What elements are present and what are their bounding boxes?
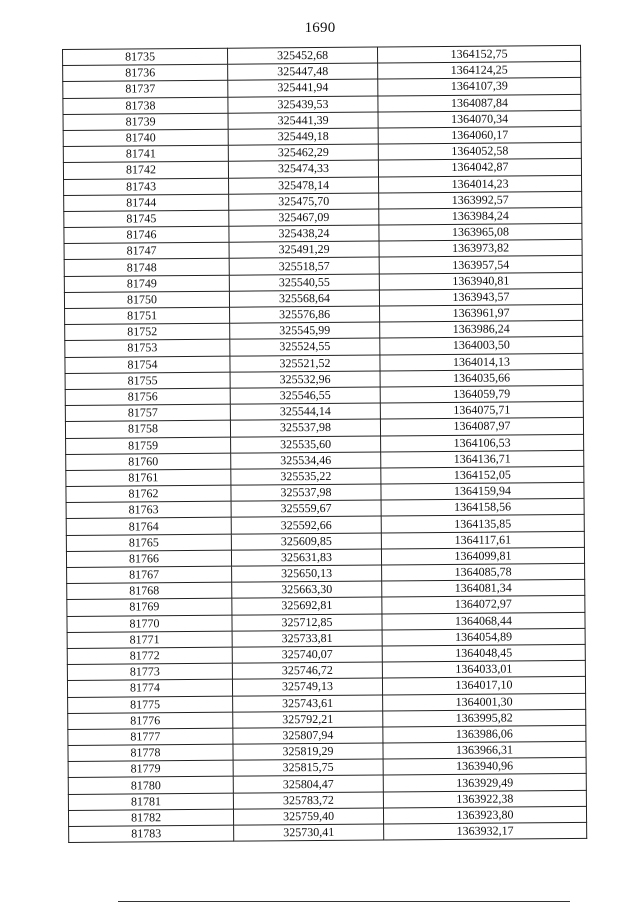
- point-id-cell: 81763: [66, 501, 231, 518]
- point-id-cell: 81748: [64, 259, 229, 276]
- y-coordinate-cell: 1364017,10: [382, 677, 585, 695]
- y-coordinate-cell: 1363957,54: [379, 256, 582, 274]
- y-coordinate-cell: 1363973,82: [379, 240, 582, 258]
- x-coordinate-cell: 325474,33: [228, 160, 378, 177]
- point-id-cell: 81776: [68, 712, 233, 729]
- y-coordinate-cell: 1364070,34: [378, 110, 581, 128]
- y-coordinate-cell: 1363986,06: [383, 725, 586, 743]
- y-coordinate-cell: 1364060,17: [378, 126, 581, 144]
- point-id-cell: 81738: [63, 97, 228, 114]
- y-coordinate-cell: 1363992,57: [379, 191, 582, 209]
- x-coordinate-cell: 325467,09: [229, 209, 379, 226]
- x-coordinate-cell: 325749,13: [232, 678, 382, 695]
- y-coordinate-cell: 1364099,81: [381, 547, 584, 565]
- y-coordinate-cell: 1364035,66: [380, 369, 583, 387]
- point-id-cell: 81761: [66, 469, 231, 486]
- y-coordinate-cell: 1364087,84: [378, 94, 581, 112]
- y-coordinate-cell: 1363932,17: [384, 822, 587, 840]
- point-id-cell: 81760: [66, 453, 231, 470]
- x-coordinate-cell: 325609,85: [231, 533, 381, 550]
- x-coordinate-cell: 325441,94: [228, 79, 378, 96]
- point-id-cell: 81768: [67, 582, 232, 599]
- y-coordinate-cell: 1364075,71: [380, 402, 583, 420]
- y-coordinate-cell: 1364014,23: [379, 175, 582, 193]
- point-id-cell: 81758: [65, 421, 230, 438]
- y-coordinate-cell: 1363995,82: [383, 709, 586, 727]
- point-id-cell: 81735: [63, 48, 228, 65]
- point-id-cell: 81774: [67, 679, 232, 696]
- x-coordinate-cell: 325759,40: [233, 808, 383, 825]
- y-coordinate-cell: 1364052,58: [378, 143, 581, 161]
- x-coordinate-cell: 325545,99: [230, 322, 380, 339]
- point-id-cell: 81751: [65, 307, 230, 324]
- coordinates-table: [62, 45, 587, 843]
- point-id-cell: 81747: [64, 242, 229, 259]
- page-number: 1690: [304, 20, 336, 36]
- point-id-cell: 81771: [67, 631, 232, 648]
- y-coordinate-cell: 1363940,96: [383, 758, 586, 776]
- y-coordinate-cell: 1364072,97: [382, 596, 585, 614]
- y-coordinate-cell: 1364003,50: [380, 337, 583, 355]
- point-id-cell: 81770: [67, 615, 232, 632]
- point-id-cell: 81743: [64, 178, 229, 195]
- y-coordinate-cell: 1364135,85: [381, 515, 584, 533]
- y-coordinate-cell: 1364106,53: [381, 434, 584, 452]
- x-coordinate-cell: 325663,30: [232, 581, 382, 598]
- y-coordinate-cell: 1363940,81: [379, 272, 582, 290]
- y-coordinate-cell: 1364159,94: [381, 482, 584, 500]
- y-coordinate-cell: 1364124,25: [378, 62, 581, 80]
- x-coordinate-cell: 325546,55: [230, 387, 380, 404]
- x-coordinate-cell: 325462,29: [228, 144, 378, 161]
- x-coordinate-cell: 325743,61: [233, 695, 383, 712]
- point-id-cell: 81778: [68, 744, 233, 761]
- point-id-cell: 81777: [68, 728, 233, 745]
- point-id-cell: 81739: [63, 113, 228, 130]
- x-coordinate-cell: 325807,94: [233, 727, 383, 744]
- y-coordinate-cell: 1364001,30: [383, 693, 586, 711]
- x-coordinate-cell: 325592,66: [231, 516, 381, 533]
- y-coordinate-cell: 1363965,08: [379, 223, 582, 241]
- point-id-cell: 81759: [66, 437, 231, 454]
- y-coordinate-cell: 1363961,97: [380, 304, 583, 322]
- y-coordinate-cell: 1364042,87: [378, 159, 581, 177]
- x-coordinate-cell: 325438,24: [229, 225, 379, 242]
- point-id-cell: 81766: [66, 550, 231, 567]
- x-coordinate-cell: 325692,81: [232, 597, 382, 614]
- point-id-cell: 81775: [68, 696, 233, 713]
- table-row: [69, 822, 587, 842]
- x-coordinate-cell: 325804,47: [233, 775, 383, 792]
- y-coordinate-cell: 1363929,49: [383, 774, 586, 792]
- point-id-cell: 81749: [64, 275, 229, 292]
- x-coordinate-cell: 325540,55: [229, 274, 379, 291]
- y-coordinate-cell: 1363986,24: [380, 321, 583, 339]
- x-coordinate-cell: 325452,68: [227, 47, 377, 64]
- y-coordinate-cell: 1363943,57: [379, 288, 582, 306]
- point-id-cell: 81781: [68, 793, 233, 810]
- x-coordinate-cell: 325568,64: [229, 290, 379, 307]
- y-coordinate-cell: 1363984,24: [379, 207, 582, 225]
- x-coordinate-cell: 325650,13: [232, 565, 382, 582]
- y-coordinate-cell: 1364054,89: [382, 628, 585, 646]
- point-id-cell: 81782: [68, 809, 233, 826]
- point-id-cell: 81740: [63, 129, 228, 146]
- x-coordinate-cell: 325491,29: [229, 241, 379, 258]
- point-id-cell: 81757: [65, 404, 230, 421]
- point-id-cell: 81780: [68, 777, 233, 794]
- y-coordinate-cell: 1364136,71: [381, 450, 584, 468]
- y-coordinate-cell: 1364152,75: [377, 45, 580, 63]
- x-coordinate-cell: 325819,29: [233, 743, 383, 760]
- y-coordinate-cell: 1363922,38: [383, 790, 586, 808]
- x-coordinate-cell: 325733,81: [232, 630, 382, 647]
- point-id-cell: 81764: [66, 518, 231, 535]
- x-coordinate-cell: 325447,48: [228, 63, 378, 80]
- x-coordinate-cell: 325792,21: [233, 711, 383, 728]
- y-coordinate-cell: 1364081,34: [382, 580, 585, 598]
- x-coordinate-cell: 325746,72: [232, 662, 382, 679]
- x-coordinate-cell: 325730,41: [234, 824, 384, 841]
- x-coordinate-cell: 325518,57: [229, 257, 379, 274]
- point-id-cell: 81745: [64, 210, 229, 227]
- x-coordinate-cell: 325559,67: [231, 500, 381, 517]
- y-coordinate-cell: 1364033,01: [382, 661, 585, 679]
- coordinates-table-body: [63, 45, 587, 842]
- x-coordinate-cell: 325537,98: [230, 419, 380, 436]
- x-coordinate-cell: 325439,53: [228, 96, 378, 113]
- point-id-cell: 81755: [65, 372, 230, 389]
- point-id-cell: 81746: [64, 226, 229, 243]
- x-coordinate-cell: 325544,14: [230, 403, 380, 420]
- x-coordinate-cell: 325475,70: [229, 193, 379, 210]
- x-coordinate-cell: 325441,39: [228, 112, 378, 129]
- point-id-cell: 81752: [65, 323, 230, 340]
- y-coordinate-cell: 1364048,45: [382, 644, 585, 662]
- point-id-cell: 81762: [66, 485, 231, 502]
- x-coordinate-cell: 325524,55: [230, 338, 380, 355]
- x-coordinate-cell: 325537,98: [231, 484, 381, 501]
- point-id-cell: 81742: [63, 162, 228, 179]
- x-coordinate-cell: 325740,07: [232, 646, 382, 663]
- x-coordinate-cell: 325535,60: [231, 436, 381, 453]
- x-coordinate-cell: 325576,86: [230, 306, 380, 323]
- point-id-cell: 81754: [65, 356, 230, 373]
- y-coordinate-cell: 1364117,61: [381, 531, 584, 549]
- y-coordinate-cell: 1363966,31: [383, 741, 586, 759]
- y-coordinate-cell: 1364158,56: [381, 499, 584, 517]
- x-coordinate-cell: 325449,18: [228, 128, 378, 145]
- y-coordinate-cell: 1364014,13: [380, 353, 583, 371]
- y-coordinate-cell: 1363923,80: [383, 806, 586, 824]
- x-coordinate-cell: 325478,14: [229, 177, 379, 194]
- point-id-cell: 81773: [67, 663, 232, 680]
- point-id-cell: 81753: [65, 340, 230, 357]
- x-coordinate-cell: 325631,83: [231, 549, 381, 566]
- point-id-cell: 81769: [67, 599, 232, 616]
- y-coordinate-cell: 1364059,79: [380, 385, 583, 403]
- x-coordinate-cell: 325521,52: [230, 355, 380, 372]
- point-id-cell: 81741: [63, 145, 228, 162]
- point-id-cell: 81765: [66, 534, 231, 551]
- y-coordinate-cell: 1364107,39: [378, 78, 581, 96]
- x-coordinate-cell: 325534,46: [231, 452, 381, 469]
- point-id-cell: 81744: [64, 194, 229, 211]
- point-id-cell: 81756: [65, 388, 230, 405]
- point-id-cell: 81779: [68, 760, 233, 777]
- y-coordinate-cell: 1364087,97: [380, 418, 583, 436]
- point-id-cell: 81736: [63, 64, 228, 81]
- x-coordinate-cell: 325532,96: [230, 371, 380, 388]
- y-coordinate-cell: 1364085,78: [382, 563, 585, 581]
- point-id-cell: 81767: [67, 566, 232, 583]
- point-id-cell: 81737: [63, 81, 228, 98]
- y-coordinate-cell: 1364068,44: [382, 612, 585, 630]
- bottom-divider: [118, 901, 570, 902]
- point-id-cell: 81783: [69, 825, 234, 842]
- point-id-cell: 81750: [64, 291, 229, 308]
- y-coordinate-cell: 1364152,05: [381, 466, 584, 484]
- x-coordinate-cell: 325712,85: [232, 614, 382, 631]
- x-coordinate-cell: 325535,22: [231, 468, 381, 485]
- x-coordinate-cell: 325815,75: [233, 759, 383, 776]
- point-id-cell: 81772: [67, 647, 232, 664]
- x-coordinate-cell: 325783,72: [233, 792, 383, 809]
